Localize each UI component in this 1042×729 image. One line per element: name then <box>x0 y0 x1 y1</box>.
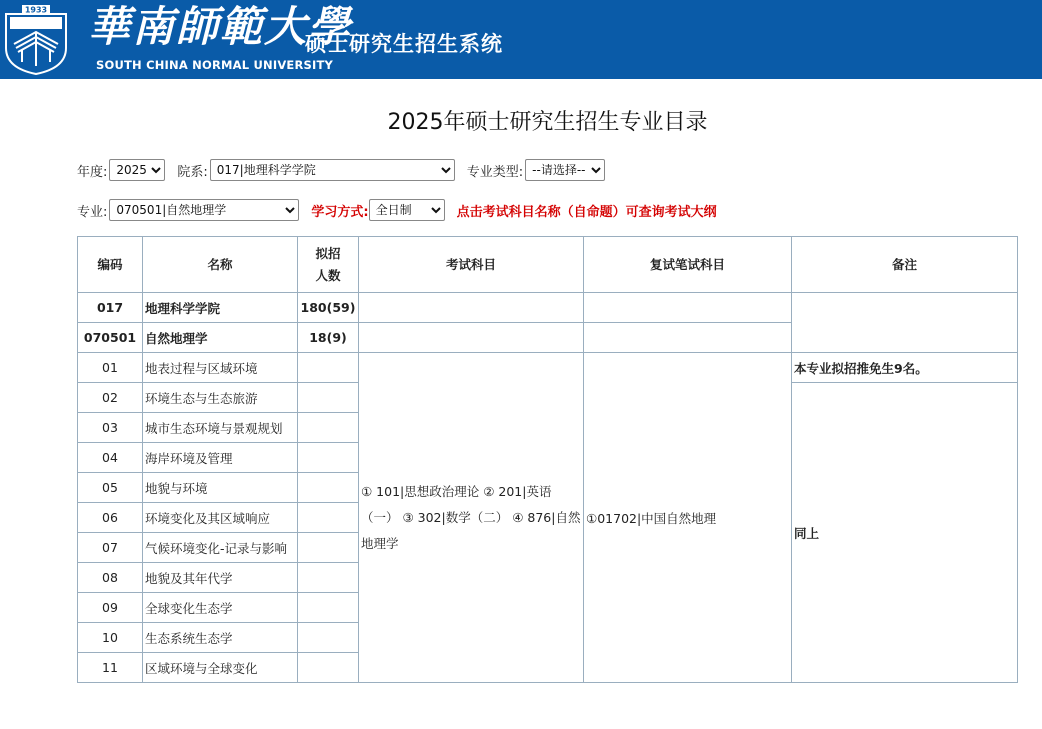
direction-code: 11 <box>78 653 143 683</box>
direction-code: 07 <box>78 533 143 563</box>
header-name: 名称 <box>143 237 298 293</box>
direction-quota <box>298 623 359 653</box>
major-select[interactable] <box>109 199 299 221</box>
dept-select[interactable] <box>210 159 455 181</box>
table-row <box>78 353 1018 383</box>
header-exam: 考试科目 <box>359 237 584 293</box>
major-label: 专业: <box>77 204 108 220</box>
direction-name: 生态系统生态学 <box>143 623 298 653</box>
major-exam-cell <box>359 323 584 353</box>
system-title: 硕士研究生招生系统 <box>305 31 503 56</box>
major-quota: 18(9) <box>298 323 359 353</box>
dept-code: 017 <box>78 293 143 323</box>
dept-quota: 180(59) <box>298 293 359 323</box>
direction-name: 地表过程与区域环境 <box>143 353 298 383</box>
seal-year: 1933 <box>24 5 48 15</box>
direction-code: 01 <box>78 353 143 383</box>
major-code: 070501 <box>78 323 143 353</box>
exam-subjects-link[interactable]: ① 101|思想政治理论 ② 201|英语（一） ③ 302|数学（二） ④ 876|自然地理学 <box>361 483 581 551</box>
table-header-row <box>78 237 1018 293</box>
header-code: 编码 <box>78 237 143 293</box>
direction-name: 环境生态与生态旅游 <box>143 383 298 413</box>
year-select[interactable] <box>109 159 165 181</box>
retest-subject: ①01702|中国自然地理 <box>584 353 792 683</box>
direction-code: 05 <box>78 473 143 503</box>
header-note: 备注 <box>792 237 1018 293</box>
direction-name: 地貌与环境 <box>143 473 298 503</box>
study-mode-label: 学习方式: <box>311 204 369 220</box>
direction-code: 08 <box>78 563 143 593</box>
direction-code: 02 <box>78 383 143 413</box>
major-name: 自然地理学 <box>143 323 298 353</box>
direction-name: 全球变化生态学 <box>143 593 298 623</box>
major-retest-cell <box>584 323 792 353</box>
direction-quota <box>298 443 359 473</box>
direction-name: 地貌及其年代学 <box>143 563 298 593</box>
direction-name: 城市生态环境与景观规划 <box>143 413 298 443</box>
direction-code: 03 <box>78 413 143 443</box>
direction-name: 气候环境变化-记录与影响 <box>143 533 298 563</box>
exam-subjects <box>359 353 584 683</box>
university-seal-icon <box>2 4 70 76</box>
direction-quota <box>298 413 359 443</box>
direction-code: 06 <box>78 503 143 533</box>
major-type-select[interactable] <box>525 159 605 181</box>
catalog-table <box>77 236 1018 683</box>
header-quota-text: 拟招人数 <box>315 245 341 283</box>
study-mode-select[interactable] <box>369 199 445 221</box>
direction-quota <box>298 593 359 623</box>
direction-name: 环境变化及其区域响应 <box>143 503 298 533</box>
page-title: 2025年硕士研究生招生专业目录 <box>387 110 708 135</box>
direction-quota <box>298 383 359 413</box>
direction-code: 10 <box>78 623 143 653</box>
dept-retest-cell <box>584 293 792 323</box>
direction-quota <box>298 473 359 503</box>
header-banner <box>0 0 1042 79</box>
header-quota <box>298 237 359 293</box>
direction-quota <box>298 653 359 683</box>
dept-name: 地理科学学院 <box>143 293 298 323</box>
dept-label: 院系: <box>177 164 208 180</box>
direction-quota <box>298 503 359 533</box>
dept-note-cell <box>792 293 1018 353</box>
university-name-en: SOUTH CHINA NORMAL UNIVERSITY <box>96 58 334 72</box>
direction-quota <box>298 533 359 563</box>
type-label: 专业类型: <box>466 164 524 180</box>
filter-row-1 <box>77 159 605 181</box>
exam-syllabus-hint: 点击考试科目名称（自命题）可查询考试大纲 <box>456 204 717 220</box>
year-label: 年度: <box>77 164 108 180</box>
dept-row <box>78 293 1018 323</box>
note-recommended: 本专业拟招推免生9名。 <box>792 353 1018 383</box>
direction-quota <box>298 353 359 383</box>
note-same-as-above: 同上 <box>792 383 1018 683</box>
direction-code: 09 <box>78 593 143 623</box>
direction-name: 区域环境与全球变化 <box>143 653 298 683</box>
dept-exam-cell <box>359 293 584 323</box>
header-retest: 复试笔试科目 <box>584 237 792 293</box>
direction-code: 04 <box>78 443 143 473</box>
direction-name: 海岸环境及管理 <box>143 443 298 473</box>
filter-row-2 <box>77 199 717 221</box>
university-name-cn: 華南師範大學 <box>88 2 353 51</box>
direction-quota <box>298 563 359 593</box>
